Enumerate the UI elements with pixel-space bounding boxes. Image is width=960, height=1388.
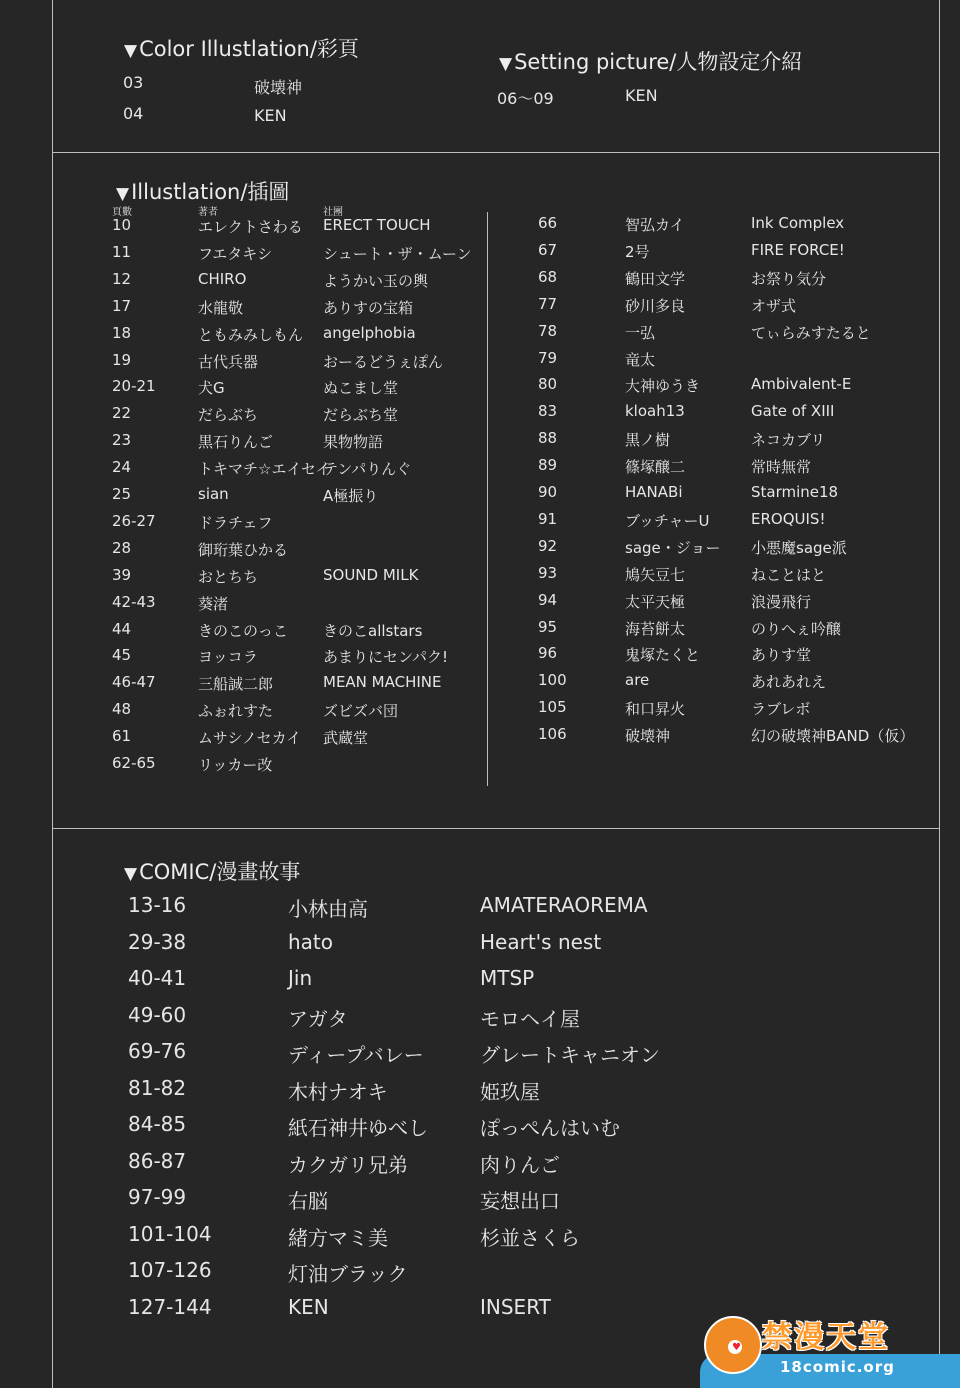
illust-artist: CHIRO: [198, 269, 247, 288]
comic-circle: INSERT: [480, 1294, 551, 1319]
comic-artist: KEN: [288, 1294, 329, 1319]
mascot-icon: [704, 1316, 762, 1374]
heart-icon: ♥: [732, 1342, 741, 1353]
illust-page: 89: [538, 456, 558, 475]
illust-circle: オザ式: [751, 296, 797, 315]
illust-circle: 幻の破壊神BAND（仮）: [751, 727, 915, 746]
illust-page: 78: [538, 321, 558, 340]
comic-page: 29-38: [128, 929, 187, 954]
comic-artist: 小林由高: [288, 897, 368, 921]
illust-circle: ありすの宝箱: [323, 298, 414, 317]
comic-circle: ぽっぺんはいむ: [480, 1116, 620, 1140]
comic-artist: アガタ: [288, 1006, 348, 1031]
comic-circle: 杉並さくら: [480, 1225, 580, 1250]
illust-page: 68: [538, 267, 558, 286]
illust-circle: シュート・ザ・ムーン: [323, 244, 472, 263]
comic-circle: MTSP: [480, 966, 535, 990]
comic-artist: Jin: [288, 966, 313, 990]
comic-page: 13-16: [128, 893, 187, 917]
illust-artist: are: [625, 671, 650, 690]
illust-page: 92: [538, 536, 558, 555]
comic-circle: グレートキャニオン: [480, 1043, 660, 1067]
illust-artist: エレクトさわる: [198, 218, 303, 236]
illust-page: 96: [538, 644, 558, 663]
illust-circle: ラブレボ: [751, 700, 811, 719]
comic-page: 40-41: [128, 966, 187, 990]
setting-heading: [499, 46, 802, 76]
illust-circle: ERECT TOUCH: [323, 216, 431, 234]
illust-circle: だらぶち堂: [323, 406, 399, 425]
comic-artist: 灯油ブラック: [288, 1262, 408, 1286]
illust-page: 23: [112, 431, 132, 450]
illust-artist: 黒ノ樹: [625, 431, 671, 450]
setting-artist: KEN: [625, 86, 658, 105]
triangle-icon: ▼: [124, 41, 138, 61]
illust-page: 95: [538, 617, 558, 636]
setting-heading-text: Setting picture/人物設定介紹: [514, 50, 803, 74]
illust-page: 62-65: [112, 754, 156, 772]
illust-page: 11: [112, 242, 132, 261]
comic-page: 69-76: [128, 1039, 187, 1063]
setting-page: 06～09: [497, 89, 554, 108]
illust-artist: おとちち: [198, 567, 259, 586]
column-divider: [487, 212, 488, 786]
illust-circle: のりへぇ吟醸: [751, 619, 842, 638]
illust-circle: あまりにセンパク!: [323, 648, 448, 667]
comic-page: 86-87: [128, 1148, 187, 1173]
comic-page: 97-99: [128, 1185, 187, 1209]
illust-artist: 竜太: [625, 350, 656, 369]
illust-artist: ともみみしもん: [198, 325, 304, 344]
illust-page: 22: [112, 404, 132, 423]
illust-page: 25: [112, 485, 132, 503]
comic-page: 49-60: [128, 1002, 187, 1027]
illust-artist: 太平天極: [625, 592, 686, 611]
comic-circle: 姫玖屋: [480, 1079, 540, 1104]
illust-circle: てぃらみすたると: [751, 323, 871, 342]
illust-heading-text: Illustlation/插圖: [131, 180, 290, 204]
illust-page: 77: [538, 294, 558, 313]
illust-artist: 古代兵器: [198, 352, 259, 371]
comic-artist: 紙石神井ゆべし: [288, 1116, 428, 1140]
illust-artist: 鬼塚たくと: [625, 646, 701, 665]
comic-page: 127-144: [128, 1294, 212, 1319]
illust-circle: A極振り: [323, 487, 379, 505]
illust-page: 66: [538, 214, 558, 232]
illust-page: 20-21: [112, 377, 156, 396]
illust-circle: お祭り気分: [751, 269, 827, 288]
illust-circle: ネコカブリ: [751, 431, 826, 450]
illust-artist: ムサシノセカイ: [198, 729, 302, 748]
comic-heading-text: COMIC/漫畫故事: [139, 860, 301, 884]
illust-artist: ドラチェフ: [198, 513, 273, 532]
illust-artist: 葵渚: [198, 594, 229, 613]
illust-page: 46-47: [112, 673, 156, 692]
illust-page: 26-27: [112, 511, 156, 530]
illust-circle: Ink Complex: [751, 214, 845, 232]
illust-page: 83: [538, 402, 558, 421]
illust-page: 79: [538, 348, 558, 367]
illust-artist: ヨッコラ: [198, 648, 258, 667]
illust-artist: 2号: [625, 242, 650, 261]
illust-page: 17: [112, 296, 132, 315]
illust-circle: あれあれえ: [751, 673, 827, 692]
illust-artist: 篠塚醸二: [625, 458, 686, 477]
illust-page: 61: [112, 727, 132, 746]
illust-circle: EROQUIS!: [751, 509, 826, 528]
illust-page: 12: [112, 269, 132, 288]
comic-artist: hato: [288, 929, 334, 954]
illust-circle: FIRE FORCE!: [751, 240, 845, 259]
illust-circle: ズビズバ団: [323, 702, 399, 721]
comic-circle: 肉りんご: [480, 1152, 560, 1177]
color-heading-text: Color Illustlation/彩頁: [139, 37, 359, 61]
comic-artist: ディープバレー: [288, 1043, 424, 1067]
illust-page: 24: [112, 458, 132, 477]
illust-artist: 御珩葉ひかる: [198, 540, 289, 559]
illust-artist: 鶴田文学: [625, 269, 686, 288]
illust-circle: おーるどうぇぽん: [323, 352, 444, 371]
illust-circle: 小悪魔sage派: [751, 538, 847, 557]
illust-page: 18: [112, 323, 132, 342]
comic-circle: Heart's nest: [480, 929, 602, 954]
comic-circle: AMATERAOREMA: [480, 893, 648, 917]
illust-page: 88: [538, 429, 558, 448]
illust-artist: だらぶち: [198, 406, 259, 425]
illust-artist: リッカー改: [198, 756, 273, 774]
illust-artist: 海苔餅太: [625, 619, 686, 638]
illust-artist: 砂川多良: [625, 296, 686, 315]
illust-circle: 武蔵堂: [323, 729, 369, 748]
illust-artist: ブッチャーU: [625, 511, 710, 530]
illust-page: 100: [538, 671, 567, 690]
illust-artist: 一弘: [625, 323, 656, 342]
triangle-icon: ▼: [499, 54, 513, 74]
col-label-circle: 社團: [323, 207, 343, 218]
illust-artist: ふぉれすた: [198, 702, 274, 721]
comic-page: 84-85: [128, 1112, 187, 1136]
illust-page: 90: [538, 483, 558, 501]
illust-circle: 浪漫飛行: [751, 592, 812, 611]
illust-page: 19: [112, 350, 132, 369]
illust-page: 28: [112, 538, 132, 557]
color-page: 03: [123, 73, 144, 92]
illust-page: 67: [538, 240, 558, 259]
color-artist: KEN: [254, 106, 287, 125]
color-heading: [124, 33, 359, 63]
illust-artist: 破壊神: [625, 727, 671, 746]
illust-artist: HANABi: [625, 483, 683, 501]
illust-circle: 常時無常: [751, 458, 812, 477]
top-frame: [52, 0, 940, 153]
illust-artist: トキマチ☆エイセイ: [198, 460, 331, 479]
illust-circle: ようかい玉の輿: [323, 271, 429, 290]
illust-circle: ぬこまし堂: [323, 379, 399, 398]
triangle-icon: ▼: [124, 864, 138, 884]
illust-page: 93: [538, 563, 558, 582]
illust-circle: ねことはと: [751, 565, 827, 584]
illust-page: 10: [112, 216, 132, 234]
color-artist: 破壊神: [254, 78, 303, 97]
illust-page: 48: [112, 700, 132, 719]
illust-page: 45: [112, 646, 132, 665]
illust-circle: angelphobia: [323, 323, 416, 342]
illust-circle: MEAN MACHINE: [323, 673, 442, 692]
illust-page: 106: [538, 725, 567, 744]
illust-circle: 果物物語: [323, 433, 384, 452]
comic-circle: モロヘイ屋: [480, 1006, 580, 1031]
comic-artist: カクガリ兄弟: [288, 1152, 408, 1177]
illust-artist: kloah13: [625, 402, 685, 421]
illust-page: 44: [112, 619, 132, 638]
illust-artist: きのこのっこ: [198, 621, 288, 640]
comic-artist: 緒方マミ美: [288, 1225, 388, 1250]
triangle-icon: ▼: [116, 184, 130, 204]
comic-page: 107-126: [128, 1258, 212, 1282]
illust-artist: 智弘カイ: [625, 216, 685, 234]
comic-page: 81-82: [128, 1075, 187, 1100]
illust-artist: 水龍敬: [198, 298, 244, 317]
illust-artist: 犬G: [198, 379, 225, 398]
illust-page: 42-43: [112, 592, 156, 611]
site-watermark: [700, 1306, 960, 1388]
illust-artist: フエタキシ: [198, 244, 273, 263]
illust-artist: 黒石りんご: [198, 433, 274, 452]
comic-artist: 木村ナオキ: [288, 1079, 388, 1104]
col-label-artist: 著者: [198, 207, 218, 218]
illust-artist: 大神ゆうき: [625, 377, 701, 396]
illust-artist: sage・ジョー: [625, 538, 721, 557]
watermark-url: 18comic.org: [780, 1358, 895, 1376]
illust-circle: Starmine18: [751, 483, 839, 501]
illust-heading: [116, 176, 289, 206]
illust-page: 94: [538, 590, 558, 609]
illust-page: 91: [538, 509, 558, 528]
illust-circle: Gate of XIII: [751, 402, 835, 421]
illust-circle: SOUND MILK: [323, 565, 419, 584]
illust-page: 39: [112, 565, 132, 584]
illust-circle: ありす堂: [751, 646, 812, 665]
comic-circle: 妄想出口: [480, 1189, 560, 1213]
comic-page: 101-104: [128, 1221, 212, 1246]
watermark-title: 禁漫天堂: [762, 1320, 890, 1355]
comic-heading: [124, 856, 300, 886]
illust-circle: きのこallstars: [323, 621, 423, 640]
color-page: 04: [123, 104, 144, 123]
comic-artist: 右脳: [288, 1189, 328, 1213]
col-label-page: 頁數: [112, 207, 132, 218]
illust-artist: 三船誠二郎: [198, 675, 274, 694]
illust-page: 80: [538, 375, 558, 394]
illust-artist: sian: [198, 485, 229, 503]
illust-artist: 鳩矢豆七: [625, 565, 686, 584]
illust-circle: Ambivalent-E: [751, 375, 852, 394]
illust-circle: テンパりんぐ: [323, 460, 412, 479]
illust-artist: 和口昇火: [625, 700, 686, 719]
illust-page: 105: [538, 698, 567, 717]
